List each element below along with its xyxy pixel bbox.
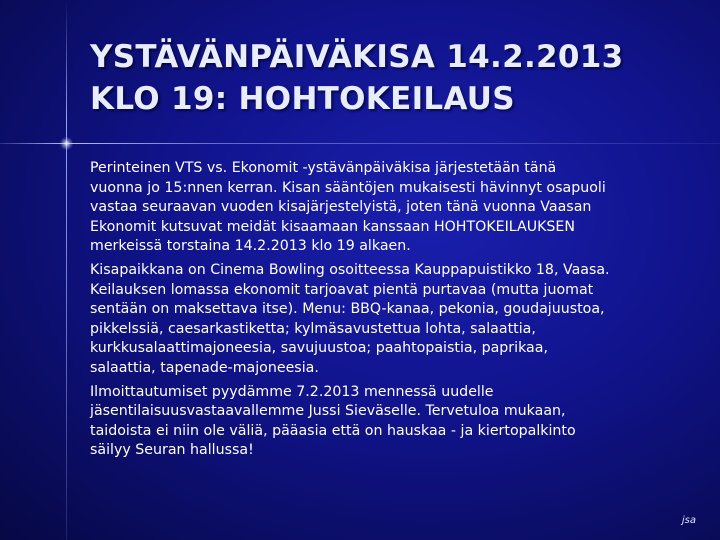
text-line: Ilmoittautumiset pyydämme 7.2.2013 mennessä uudelle	[90, 383, 494, 400]
text-line: Ekonomit kutsuvat meidät kisaamaan kanssaan HOHTOKEILAUKSEN	[90, 218, 575, 235]
paragraph-registration	[90, 383, 695, 461]
text-line: säilyy Seuran hallussa!	[90, 442, 254, 459]
text-line: jäsentilaisuusvastaavallemme Jussi Sieväselle. Tervetuloa mukaan,	[90, 403, 566, 420]
text-line: sentään on maksettava itse). Menu: BBQ-kanaa, pekonia, goudajuustoa,	[90, 301, 605, 318]
text-line: vastaa seuraavan vuoden kisajärjestelyistä, joten tänä vuonna Vaasan	[90, 199, 592, 216]
text-line: merkeissä torstaina 14.2.2013 klo 19 alkaen.	[90, 238, 411, 255]
text-line: taidoista ei niin ole väliä, pääasia että on hauskaa - ja kiertopalkinto	[90, 422, 576, 439]
text-line: kurkkusalaattimajoneesia, savujuustoa; paahtopaistia, paprikaa,	[90, 340, 548, 357]
decorative-vertical-line	[66, 0, 67, 540]
sparkle-icon	[60, 137, 73, 150]
text-line: pikkelssiä, caesarkastiketta; kylmäsavustettua lohta, salaattia,	[90, 320, 536, 337]
slide-title-line-1: YSTÄVÄNPÄIVÄKISA 14.2.2013	[90, 39, 624, 75]
slide-body	[90, 159, 695, 465]
text-line: Keilauksen lomassa ekonomit tarjoavat pientä purtavaa (mutta juomat	[90, 281, 594, 298]
text-line: Perinteinen VTS vs. Ekonomit -ystävänpäiväkisa järjestetään tänä	[90, 160, 557, 176]
paragraph-venue-menu	[90, 261, 695, 379]
text-line: Kisapaikkana on Cinema Bowling osoitteessa Kauppapuistikko 18, Vaasa.	[90, 261, 610, 278]
text-line: salaattia, tapenade-majoneesia.	[90, 359, 319, 376]
text-line: vuonna jo 15:nnen kerran. Kisan sääntöjen mukaisesti hävinnyt osapuoli	[90, 179, 606, 196]
slide-title-line-2: KLO 19: HOHTOKEILAUS	[90, 81, 515, 117]
author-initials: jsa	[681, 515, 696, 526]
paragraph-intro	[90, 159, 695, 257]
slide-title	[90, 36, 690, 120]
decorative-horizontal-line	[0, 143, 720, 144]
